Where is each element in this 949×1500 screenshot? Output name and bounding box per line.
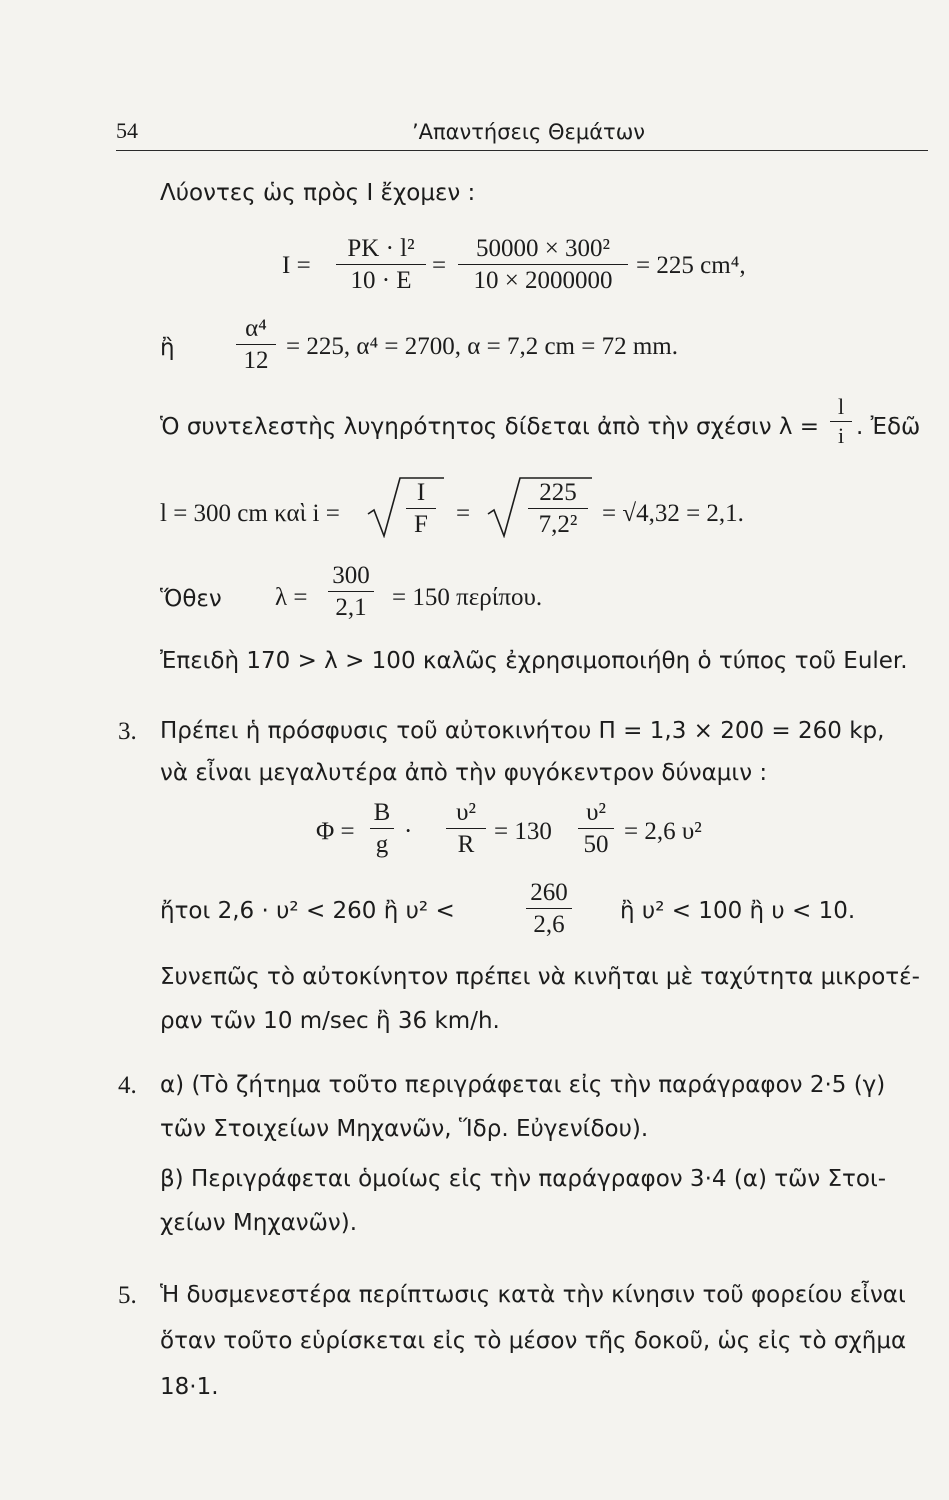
ineq-frac-num: 260 bbox=[530, 879, 568, 906]
fraction-bar bbox=[458, 264, 628, 265]
item5-line1: Ἡ δυσμενεστέρα περίπτωσις κατὰ τὴν κίνησιν τοῦ φορείου εἶναι bbox=[160, 1282, 906, 1308]
eq2-rest: = 225, α⁴ = 2700, α = 7,2 cm = 72 mm. bbox=[286, 333, 678, 360]
fraction-bar bbox=[370, 828, 394, 829]
item4-b-line1: β) Περιγράφεται ὁμοίως εἰς τὴν παράγραφον 3·4 (α) τῶν Στοι- bbox=[160, 1166, 887, 1192]
phi-dot: · bbox=[404, 818, 413, 845]
item3-number: 3. bbox=[118, 718, 137, 745]
eq1-frac2-num: 50000 × 300² bbox=[475, 235, 611, 262]
item3-conclusion-2: ραν τῶν 10 m/sec ἢ 36 km/h. bbox=[160, 1008, 500, 1034]
item3-conclusion-1: Συνεπῶς τὸ αὐτοκίνητον πρέπει νὰ κινῆται μὲ ταχύτητα μικροτέ- bbox=[160, 964, 920, 990]
eq3-equals: = bbox=[456, 500, 471, 527]
item5-line2: ὅταν τοῦτο εὑρίσκεται εἰς τὸ μέσον τῆς δοκοῦ, ὡς εἰς τὸ σχῆμα bbox=[160, 1328, 907, 1354]
item3-line2: νὰ εἶναι μεγαλυτέρα ἀπὸ τὴν φυγόκεντρον δύναμιν : bbox=[160, 760, 768, 786]
intro-line: Λύοντες ὡς πρὸς I ἔχομεν : bbox=[160, 180, 476, 206]
phi-frac1-num: B bbox=[373, 799, 391, 826]
euler-line: Ἐπειδὴ 170 > λ > 100 καλῶς ἐχρησιμοποιήθη ὁ τύπος τοῦ Euler. bbox=[160, 648, 908, 674]
eq2-frac-den: 12 bbox=[243, 347, 269, 374]
eq4-rest: = 150 περίπου. bbox=[392, 584, 543, 611]
eq3-radical1 bbox=[406, 480, 436, 537]
slenderness-text: Ὁ συντελεστὴς λυγηρότητος δίδεται ἀπὸ τὴν σχέσιν λ = bbox=[160, 414, 820, 440]
eq2-prefix: ἢ bbox=[160, 335, 175, 361]
fraction-bar bbox=[446, 828, 486, 829]
eq3-start: l = 300 cm καὶ i = bbox=[160, 500, 340, 527]
eq4-frac-num: 300 bbox=[332, 562, 370, 589]
ineq-frac-den: 2,6 bbox=[533, 911, 565, 938]
eq4-lhs: λ = bbox=[275, 584, 308, 611]
eq1-frac2 bbox=[458, 236, 628, 293]
eq1-equals: = bbox=[432, 252, 447, 279]
eq1-frac1-den: 10 · E bbox=[350, 267, 412, 294]
fraction-bar bbox=[528, 508, 588, 509]
eq4-frac-den: 2,1 bbox=[335, 594, 367, 621]
fraction-bar bbox=[578, 828, 614, 829]
ineq-frac bbox=[526, 880, 572, 937]
eq1-frac1-num: PK · l² bbox=[347, 235, 415, 262]
eq3-r1-den: F bbox=[414, 511, 428, 538]
eq2-frac-num: α⁴ bbox=[245, 315, 267, 342]
fraction-bar bbox=[236, 344, 276, 345]
slenderness-frac-den: i bbox=[837, 423, 845, 448]
eq4-prefix: Ὅθεν bbox=[160, 586, 222, 612]
phi-frac3 bbox=[578, 800, 614, 857]
page-number: 54 bbox=[116, 118, 138, 143]
item4-number: 4. bbox=[118, 1072, 137, 1099]
eq1-frac1 bbox=[336, 236, 426, 293]
eq3-radical2 bbox=[528, 480, 588, 537]
header-rule bbox=[116, 150, 928, 151]
eq4-frac bbox=[328, 563, 374, 620]
fraction-bar bbox=[336, 264, 426, 265]
phi-frac3-den: 50 bbox=[583, 831, 609, 858]
item5-number: 5. bbox=[118, 1282, 137, 1309]
fraction-bar bbox=[406, 508, 436, 509]
eq3-r1-num: I bbox=[416, 479, 426, 506]
phi-frac2-den: R bbox=[457, 831, 475, 858]
eq2-frac bbox=[236, 316, 276, 373]
phi-rest: = 2,6 υ² bbox=[624, 818, 702, 845]
slenderness-frac bbox=[830, 396, 852, 447]
phi-frac3-num: υ² bbox=[586, 799, 606, 826]
eq1-frac2-den: 10 × 2000000 bbox=[473, 267, 613, 294]
fraction-bar bbox=[328, 591, 374, 592]
ineq-a: ἤτοι 2,6 · υ² < 260 ἢ υ² < bbox=[160, 898, 455, 924]
page-header-title: ’Απαντήσεις Θεμάτων bbox=[412, 120, 646, 144]
phi-eq130: = 130 bbox=[494, 818, 552, 845]
item4-a-line2: τῶν Στοιχείων Μηχανῶν, Ἵδρ. Εὐγενίδου). bbox=[160, 1116, 649, 1142]
phi-frac1-den: g bbox=[375, 831, 389, 858]
eq3-rest: = √4,32 = 2,1. bbox=[602, 500, 744, 527]
slenderness-frac-num: l bbox=[837, 394, 845, 419]
item4-a-line1: α) (Τὸ ζήτημα τοῦτο περιγράφεται εἰς τὴν παράγραφον 2·5 (γ) bbox=[160, 1072, 886, 1098]
fraction-bar bbox=[526, 908, 572, 909]
eq3-r2-den: 7,2² bbox=[538, 511, 578, 538]
slenderness-tail: . Ἐδῶ bbox=[856, 414, 921, 440]
eq1-result: = 225 cm⁴, bbox=[636, 252, 746, 279]
item3-line1: Πρέπει ἡ πρόσφυσις τοῦ αὐτοκινήτου Π = 1,3 × 200 = 260 kp, bbox=[160, 718, 885, 744]
eq3-r2-num: 225 bbox=[539, 479, 577, 506]
phi-frac2-num: υ² bbox=[456, 799, 476, 826]
fraction-bar bbox=[830, 421, 852, 422]
phi-frac1 bbox=[370, 800, 394, 857]
phi-lhs: Φ = bbox=[316, 818, 355, 845]
item5-line3: 18·1. bbox=[160, 1374, 219, 1400]
eq1-lhs: I = bbox=[282, 252, 311, 279]
phi-frac2 bbox=[446, 800, 486, 857]
item4-b-line2: χείων Μηχανῶν). bbox=[160, 1210, 358, 1236]
ineq-b: ἢ υ² < 100 ἢ υ < 10. bbox=[620, 898, 856, 924]
